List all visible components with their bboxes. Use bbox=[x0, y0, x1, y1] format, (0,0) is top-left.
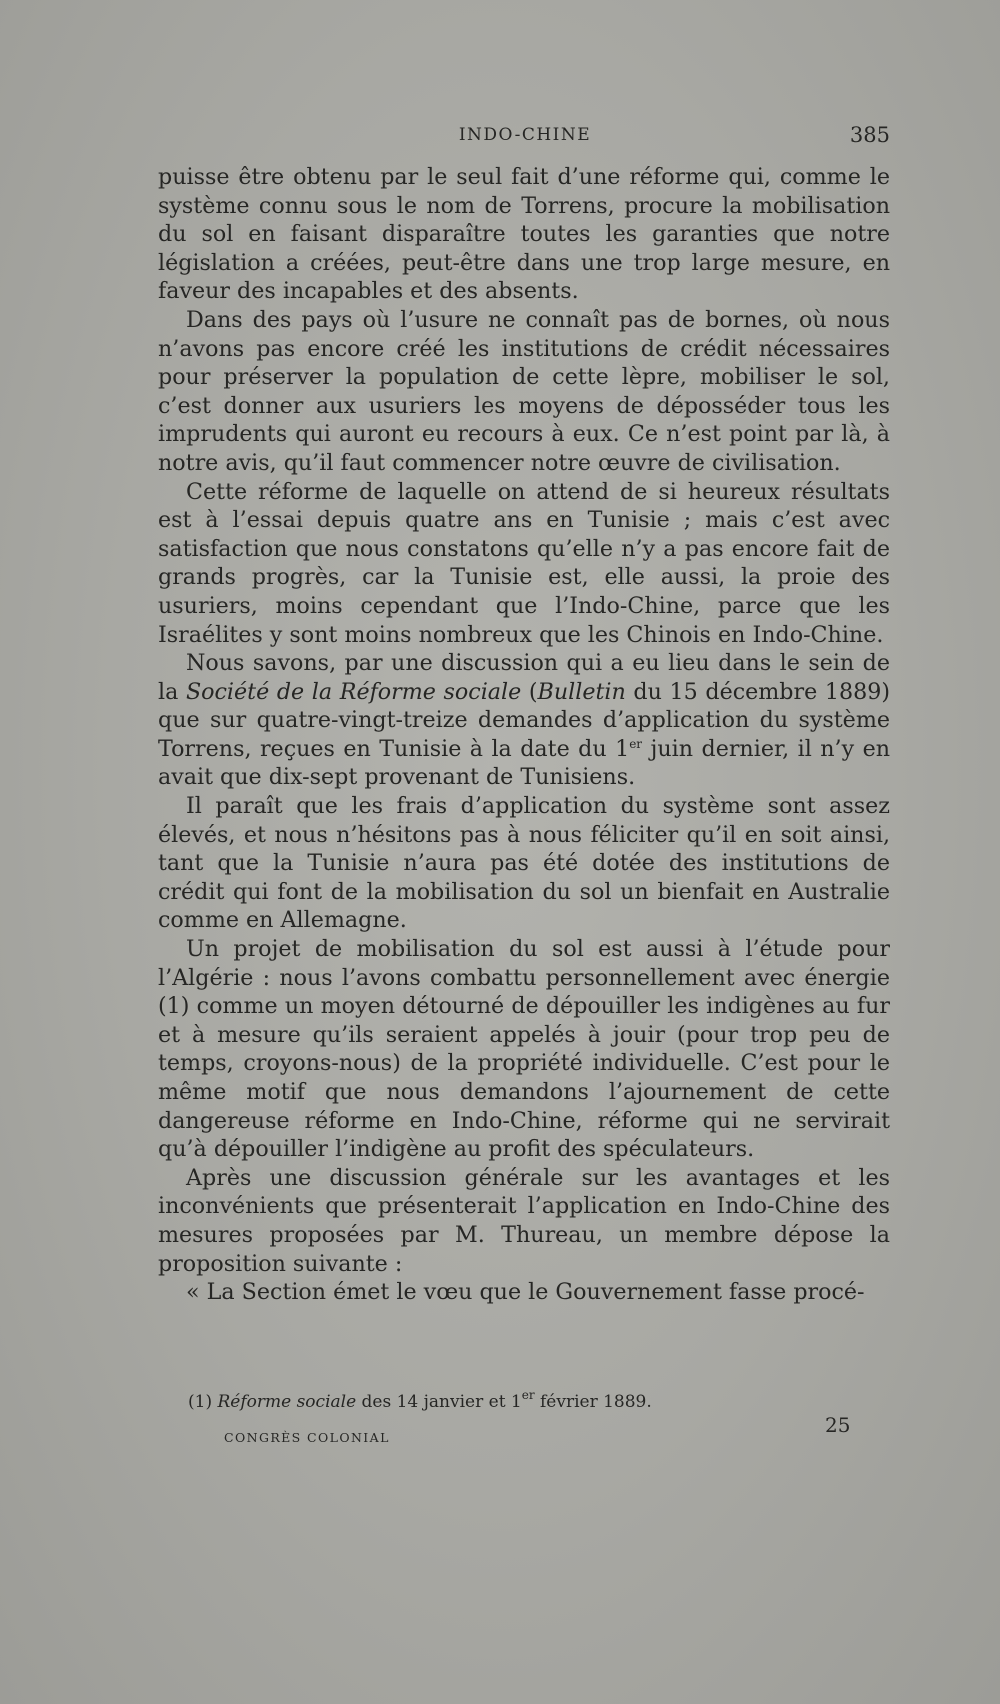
footnote-text-e: février 1889. bbox=[534, 1392, 652, 1412]
paragraph-2: Dans des pays où l’usure ne connaît pas de bornes, où nous n’avons pas encore créé les institutions de crédit nécessaires pour préserver la population de cette lèpre, mobiliser le sol, c’est donner aux usuriers les moyens de déposséder tous les imprudents qui auront eu recours à eux. Ce n’est point par là, à notre avis, qu’il faut commencer notre œuvre de civilisation. bbox=[158, 306, 890, 476]
paragraph-4-text-g: juin dernier, il n’y en avait que dix-sept provenant de Tunisiens. bbox=[158, 735, 891, 791]
paragraph-1: puisse être obtenu par le seul fait d’une réforme qui, comme le système connu sous le nom de Torrens, procure la mobilisation du sol en faisant disparaître toutes les garanties que notre législation a créées, peut-être dans une trop large mesure, en faveur des incapables et des absents. bbox=[158, 164, 890, 305]
paragraph-7: Après une discussion générale sur les avantages et les inconvénients que présenterait l’application en Indo-Chine des mesures proposées par M. Thureau, un membre dépose la proposition suivante : bbox=[158, 1164, 890, 1277]
paragraph-4-text-a: Nous savons, par une discussion qui a eu lieu dans le sein de la bbox=[158, 650, 890, 705]
paragraph-4-text-c: ( bbox=[521, 678, 538, 705]
signature-mark: CONGRÈS COLONIAL bbox=[224, 1430, 390, 1445]
footnote bbox=[188, 1388, 788, 1412]
sheet-number: 25 bbox=[825, 1413, 851, 1437]
footnote-ordinal: er bbox=[521, 1388, 535, 1402]
footnote-publication: Réforme sociale bbox=[217, 1392, 357, 1412]
paragraph-5: Il paraît que les frais d’application du système sont assez élevés, et nous n’hésitons pas à nous féliciter qu’il en soit ainsi, tant que la Tunisie n’aura pas été dotée des institutions de crédit qui font de la mobilisation du sol un bienfait en Australie comme en Allemagne. bbox=[158, 793, 890, 934]
running-head bbox=[160, 125, 890, 155]
body-text bbox=[158, 163, 890, 1307]
bulletin-title: Bulletin bbox=[537, 678, 626, 705]
paragraph-8: « La Section émet le vœu que le Gouvernement fasse procé- bbox=[186, 1279, 865, 1306]
ordinal-superscript: er bbox=[629, 736, 643, 751]
society-name: Société de la Réforme sociale bbox=[185, 678, 522, 705]
paragraph-6: Un projet de mobilisation du sol est aussi à l’étude pour l’Algérie : nous l’avons combattu personnellement avec énergie (1) comme un moyen détourné de dépouiller les indigènes au fur et à mesure qu’ils seraient appelés à jouir (pour trop peu de temps, croyons-nous) de la propriété individuelle. C’est pour le même motif que nous demandons l’ajournement de cette dangereuse réforme en Indo-Chine, réforme qui ne servirait qu’à dépouiller l’indigène au profit des spéculateurs. bbox=[158, 936, 890, 1163]
footnote-marker: (1) bbox=[188, 1392, 218, 1412]
running-title: INDO-CHINE bbox=[458, 125, 592, 145]
paragraph-4-text-e: du 15 décembre 1889) que sur quatre-vingt-treize demandes d’application du système Torrens, reçues en Tunisie à la date du 1 bbox=[158, 678, 890, 762]
footnote-text-c: des 14 janvier et 1 bbox=[356, 1392, 522, 1412]
paragraph-3: Cette réforme de laquelle on attend de si heureux résultats est à l’essai depuis quatre ans en Tunisie ; mais c’est avec satisfaction que nous constatons qu’elle n’y a pas encore fait de grands progrès, car la Tunisie est, elle aussi, la proie des usuriers, moins cependant que l’Indo-Chine, parce que les Israélites y sont moins nombreux que les Chinois en Indo-Chine. bbox=[158, 478, 890, 648]
paragraph-4 bbox=[158, 649, 890, 792]
page-number: 385 bbox=[849, 123, 890, 147]
